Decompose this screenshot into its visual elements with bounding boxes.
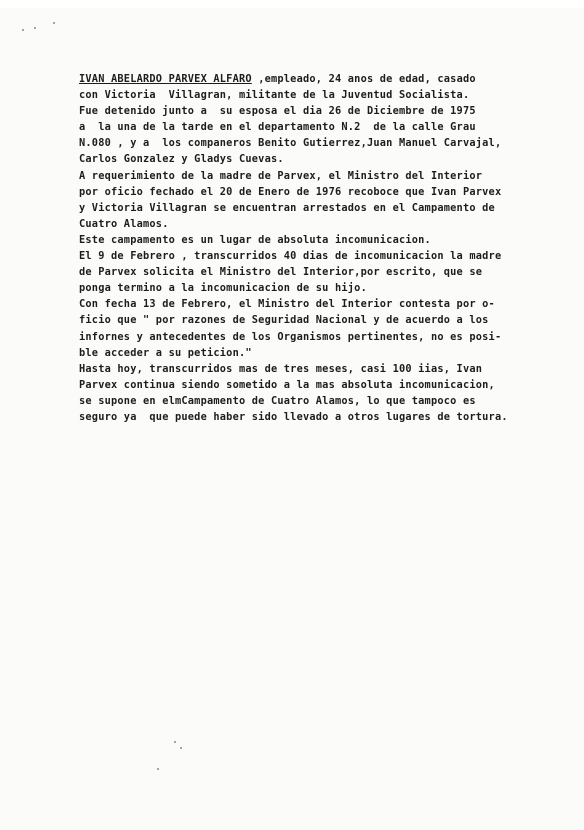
scan-speck bbox=[157, 768, 159, 770]
doc-line: ficio que " por razones de Seguridad Nacional y de acuerdo a los bbox=[79, 314, 489, 327]
scan-speck bbox=[174, 741, 176, 743]
doc-line bbox=[79, 71, 579, 87]
doc-line: Hasta hoy, transcurridos mas de tres meses, casi 100 iias, Ivan bbox=[79, 362, 483, 375]
typewritten-body bbox=[79, 71, 579, 425]
doc-line: por oficio fechado el 20 de Enero de 1976 recoboce que Ivan Parvex bbox=[79, 185, 502, 198]
doc-line: El 9 de Febrero , transcurridos 40 dias de incomunicacion la madre bbox=[79, 250, 502, 263]
scan-speck bbox=[180, 747, 182, 749]
doc-line: con Victoria Villagran, militante de la Juventud Socialista. bbox=[79, 89, 470, 102]
doc-line: Cuatro Alamos. bbox=[79, 217, 169, 230]
doc-line: Carlos Gonzalez y Gladys Cuevas. bbox=[79, 153, 284, 166]
doc-line: de Parvex solicita el Ministro del Interior,por escrito, que se bbox=[79, 266, 483, 279]
doc-line: Con fecha 13 de Febrero, el Ministro del Interior contesta por o- bbox=[79, 298, 495, 311]
scan-top-edge bbox=[0, 0, 584, 8]
doc-line: A requerimiento de la madre de Parvex, el Ministro del Interior bbox=[79, 169, 483, 182]
doc-line: Este campamento es un lugar de absoluta incomunicacion. bbox=[79, 233, 431, 246]
doc-line: ble acceder a su peticion." bbox=[79, 346, 252, 359]
doc-line: seguro ya que puede haber sido llevado a otros lugares de tortura. bbox=[79, 410, 508, 423]
doc-line: Parvex continua siendo sometido a la mas absoluta incomunicacion, bbox=[79, 378, 495, 391]
doc-line: se supone en elmCampamento de Cuatro Alamos, lo que tampoco es bbox=[79, 394, 476, 407]
doc-line: ponga termino a la incomunicacion de su hijo. bbox=[79, 282, 367, 295]
scan-speck bbox=[53, 22, 55, 24]
doc-line: Fue detenido junto a su esposa el dia 26 de Diciembre de 1975 bbox=[79, 105, 476, 118]
scan-speck bbox=[22, 29, 24, 31]
doc-line: a la una de la tarde en el departamento N.2 de la calle Grau bbox=[79, 121, 476, 134]
doc-line-text: ,empleado, 24 anos de edad, casado bbox=[258, 73, 476, 85]
doc-line: N.080 , y a los companeros Benito Gutierrez,Juan Manuel Carvajal, bbox=[79, 137, 502, 150]
doc-line: y Victoria Villagran se encuentran arrestados en el Campamento de bbox=[79, 201, 495, 214]
prisoner-name: IVAN ABELARDO PARVEX ALFARO bbox=[79, 73, 252, 85]
doc-line: infornes y antecedentes de los Organismos pertinentes, no es posi- bbox=[79, 330, 502, 343]
scan-speck bbox=[34, 27, 36, 29]
